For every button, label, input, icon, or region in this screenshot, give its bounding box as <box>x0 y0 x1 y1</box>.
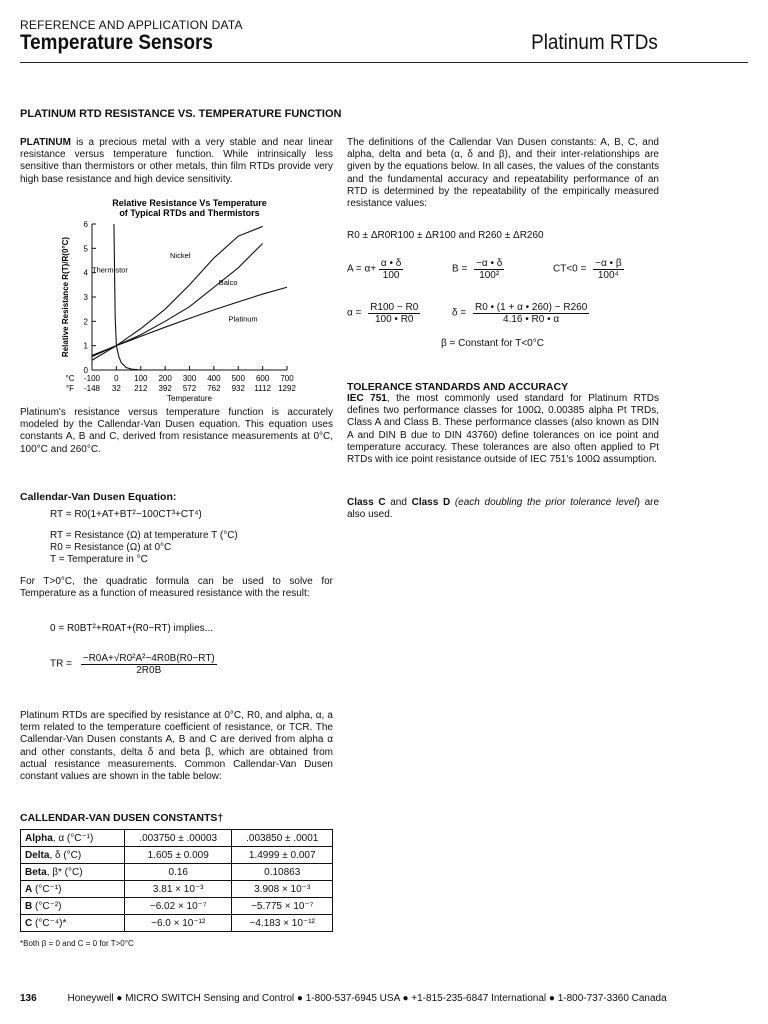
table-row <box>21 881 333 898</box>
x-tick-label-f: 932 <box>231 384 245 393</box>
table-cell-value-1: −6.02 × 10⁻⁷ <box>125 898 232 915</box>
table-cell-value-2: 3.908 × 10⁻³ <box>232 881 333 898</box>
table-cell-label <box>21 915 125 932</box>
eq-delta-den: 4.16 • R0 • α <box>503 314 560 325</box>
table-label-unit: (°C⁻²) <box>32 900 62 912</box>
x-tick-label-c: 0 <box>114 374 119 383</box>
y-tick-label: 2 <box>83 317 88 327</box>
x-tick-label-f: -148 <box>83 384 101 393</box>
table-cell-value-2: −4.183 × 10⁻¹² <box>232 915 333 932</box>
table-label-unit: (°C⁻¹) <box>32 883 62 895</box>
eq-alpha-den: 100 • R0 <box>374 314 414 325</box>
eq-b-num: −α • δ <box>476 258 503 269</box>
x-tick-label-c: -100 <box>83 374 101 383</box>
tr-label: TR = <box>50 658 72 670</box>
x-tick-label-c: 200 <box>158 374 172 383</box>
beta-line: β = Constant for T<0°C <box>441 338 544 349</box>
definitions-paragraph: The definitions of the Callendar Van Dusen constants: A, B, C, and alpha, delta and beta (α, δ and β), and their inter-relationships are given by the equations below. In all cases, the values of the constants and the fundamental accuracy and repeatability performance of an RTD is determined by the repeatability of the empirically measured resistance values: <box>347 137 659 210</box>
table-cell-label <box>21 847 125 864</box>
table-label-unit: , α (°C⁻¹) <box>52 832 94 844</box>
table-row <box>21 864 333 881</box>
footer-contact: Honeywell ● MICRO SWITCH Sensing and Control ● 1-800-537-6945 USA ● +1-815-235-6847 International ● 1-800-737-3360 Canada <box>67 993 667 1004</box>
tr-numerator: −R0A+√R0²A²−4R0B(R0−RT) <box>82 653 215 664</box>
table-cell-value-2: −5.775 × 10⁻⁷ <box>232 898 333 915</box>
def-r0: R0 = Resistance (Ω) at 0°C <box>50 542 172 553</box>
eq-a-num: α • δ <box>380 258 402 269</box>
class-d-bold: Class D <box>411 497 451 508</box>
class-italic: (each doubling the prior tolerance level <box>450 497 637 508</box>
cvd-equation: RT = R0(1+AT+BT²−100CT³+CT⁴) <box>50 509 202 520</box>
eq-delta-lhs: δ = <box>452 307 467 319</box>
series-label-balco: Balco <box>218 277 238 287</box>
x-tick-label-f: 572 <box>182 384 197 393</box>
page-number: 136 <box>20 993 37 1004</box>
series-line-thermistor <box>114 224 141 370</box>
series-label-nickel: Nickel <box>170 251 191 261</box>
table-label-unit: , δ (°C) <box>49 849 82 861</box>
eq-alpha-lhs: α = <box>347 307 362 319</box>
table-label-bold: Delta <box>25 849 50 861</box>
x-tick-label-f: 212 <box>134 384 148 393</box>
tol-text: , the most commonly used standard for Platinum RTDs defines two performance classes for 100Ω, 0.00385 alpha Pt TRDs, Class A and Class B. These performance classes (also known as DIN A and DIN B due to DIN 43760) define tolerances on ice point and temperature accuracy. These tolerances are also often applied to Pt RTDs with ice point resistance outside of IEC 751's 100Ω assumption. <box>347 393 659 466</box>
eq-c-fraction <box>593 258 623 281</box>
chart-caption: Platinum's resistance versus temperature function is accurately modeled by the Callendar-Van Dusen equation. This equation uses constants A, B and C, derived from resistance measurements at 0°C, 100°C and 260°C. <box>20 407 333 455</box>
table-label-unit: , β* (°C) <box>46 866 83 878</box>
cvd-heading: Callendar-Van Dusen Equation: <box>20 491 177 503</box>
y-axis-label: Relative Resistance R(T)/R(0°C) <box>61 236 70 358</box>
x-axis-label: Temperature <box>167 394 212 403</box>
x-tick-label-f: °F <box>65 384 75 393</box>
eq-a-fraction <box>379 258 403 281</box>
x-tick-label-c: °C <box>65 374 75 383</box>
y-tick-label: 6 <box>83 220 88 229</box>
chart-title: Relative Resistance Vs Temperature of Typical RTDs and Thermistors <box>112 198 267 218</box>
table-cell-value-1: 1.605 ± 0.009 <box>125 847 232 864</box>
table-cell-label <box>21 864 125 881</box>
def-t: T = Temperature in °C <box>50 554 148 565</box>
tr-equation <box>50 653 217 676</box>
eq-b-fraction <box>474 258 504 281</box>
x-tick-label-f: 1292 <box>278 384 296 393</box>
y-tick-label: 0 <box>83 366 88 375</box>
table-cell-value-2: .003850 ± .0001 <box>232 830 333 847</box>
table-heading: CALLENDAR-VAN DUSEN CONSTANTS† <box>20 812 224 824</box>
table-label-bold: B <box>25 900 33 912</box>
class-rest: ) are also used. <box>347 497 660 521</box>
x-tick-label-f: 392 <box>158 384 172 393</box>
eq-c-den: 100⁴ <box>597 270 619 281</box>
series-label-thermistor: Thermistor <box>92 265 128 275</box>
y-tick-label: 3 <box>83 293 88 302</box>
table-label-bold: Beta <box>25 866 47 878</box>
series-line-nickel <box>92 226 263 360</box>
table-label-bold: C <box>25 917 33 929</box>
x-tick-label-c: 600 <box>255 374 270 383</box>
eq-b-den: 100² <box>479 270 500 281</box>
x-tick-label-c: 300 <box>182 374 197 383</box>
def-rt: RT = Resistance (Ω) at temperature T (°C) <box>50 530 238 541</box>
eq-a-den: 100 <box>382 270 400 281</box>
table-label-unit: (°C⁻⁴)* <box>32 917 67 929</box>
page-title: Temperature Sensors <box>20 31 213 54</box>
eq-b-lhs: B = <box>452 263 468 275</box>
quadratic-text: For T>0°C, the quadratic formula can be used to solve for Temperature as a function of measured resistance with the result: <box>20 576 333 600</box>
x-tick-label-f: 1112 <box>254 384 271 393</box>
eq-c-lhs: CT<0 = <box>553 263 587 275</box>
intro-paragraph <box>20 137 333 186</box>
eq-c-num: −α • β <box>595 258 622 269</box>
resistance-chart <box>55 196 310 408</box>
y-tick-label: 4 <box>83 268 88 278</box>
y-tick-label: 1 <box>83 341 88 351</box>
footer <box>20 993 748 1004</box>
table-label-bold: A <box>25 883 33 895</box>
x-tick-label-c: 400 <box>207 374 221 383</box>
table-cell-value-2: 0.10863 <box>232 864 333 881</box>
x-tick-label-c: 500 <box>231 374 245 383</box>
quadratic-equation: 0 = R0BT²+R0AT+(R0−RT) implies... <box>50 623 214 634</box>
table-row <box>21 898 333 915</box>
equation-b <box>452 258 504 281</box>
table-cell-label <box>21 898 125 915</box>
equation-delta <box>452 302 589 325</box>
y-tick-label: 5 <box>83 244 88 254</box>
class-cd-paragraph <box>347 497 659 521</box>
table-cell-value-1: 0.16 <box>125 864 232 881</box>
eq-delta-num: R0 • (1 + α • 260) − R260 <box>474 302 588 313</box>
class-c-bold: Class C <box>347 497 386 508</box>
x-tick-label-f: 762 <box>207 384 221 393</box>
intro-text: is a precious metal with a very stable and near linear resistance versus temperature function. While intrinsically less sensitive than thermistors or other metals, thin film RTDs provide very high base resistance and high device sensitivity. <box>20 137 333 185</box>
tr-denominator: 2R0B <box>136 665 162 676</box>
tolerance-heading: TOLERANCE STANDARDS AND ACCURACY <box>347 381 569 393</box>
class-and: and <box>385 497 412 508</box>
x-tick-label-c: 100 <box>134 374 148 383</box>
table-note: *Both β = 0 and C = 0 for T>0°C <box>20 939 134 948</box>
resistance-values-line: R0 ± ΔR0R100 ± ΔR100 and R260 ± ΔR260 <box>347 230 544 241</box>
section-label: Platinum RTDs <box>531 31 658 54</box>
tr-fraction <box>81 653 217 676</box>
eq-a-lhs: A = α+ <box>347 263 377 275</box>
eq-alpha-num: R100 − R0 <box>370 302 419 313</box>
table-cell-label <box>21 830 125 847</box>
intro-bold: PLATINUM <box>20 137 71 148</box>
series-line-balco <box>92 243 263 356</box>
table-cell-label <box>21 881 125 898</box>
tolerance-paragraph <box>347 393 659 466</box>
table-cell-value-2: 1.4999 ± 0.007 <box>232 847 333 864</box>
eq-delta-fraction <box>473 302 589 325</box>
eq-alpha-fraction <box>368 302 420 325</box>
header-kicker: REFERENCE AND APPLICATION DATA <box>20 18 243 32</box>
x-tick-label-f: 32 <box>111 384 121 393</box>
tol-bold: IEC 751 <box>347 393 387 404</box>
table-row <box>21 847 333 864</box>
table-cell-value-1: −6.0 × 10⁻¹² <box>125 915 232 932</box>
table-row <box>21 915 333 932</box>
equation-c <box>553 258 624 281</box>
x-tick-label-c: 700 <box>280 374 294 383</box>
series-label-platinum: Platinum <box>228 314 258 324</box>
table-cell-value-1: 3.81 × 10⁻³ <box>125 881 232 898</box>
cvd-constants-table <box>20 829 333 932</box>
equation-a <box>347 258 403 281</box>
equation-alpha <box>347 302 420 325</box>
series-line-platinum <box>92 287 287 355</box>
section-heading: PLATINUM RTD RESISTANCE VS. TEMPERATURE FUNCTION <box>20 108 342 120</box>
header-rule <box>20 62 748 63</box>
table-cell-value-1: .003750 ± .00003 <box>125 830 232 847</box>
spec-paragraph: Platinum RTDs are specified by resistance at 0°C, R0, and alpha, α, a term related to the temperature coefficient of resistance, or TCR. The Callendar-Van Dusen constants A, B and C are derived from alpha α and other constants, delta δ and beta β, which are obtained from actual resistance measurements. Common Callendar-Van Dusen constant values are shown in the table below: <box>20 710 333 783</box>
table-row <box>21 830 333 847</box>
table-label-bold: Alpha <box>25 832 53 844</box>
